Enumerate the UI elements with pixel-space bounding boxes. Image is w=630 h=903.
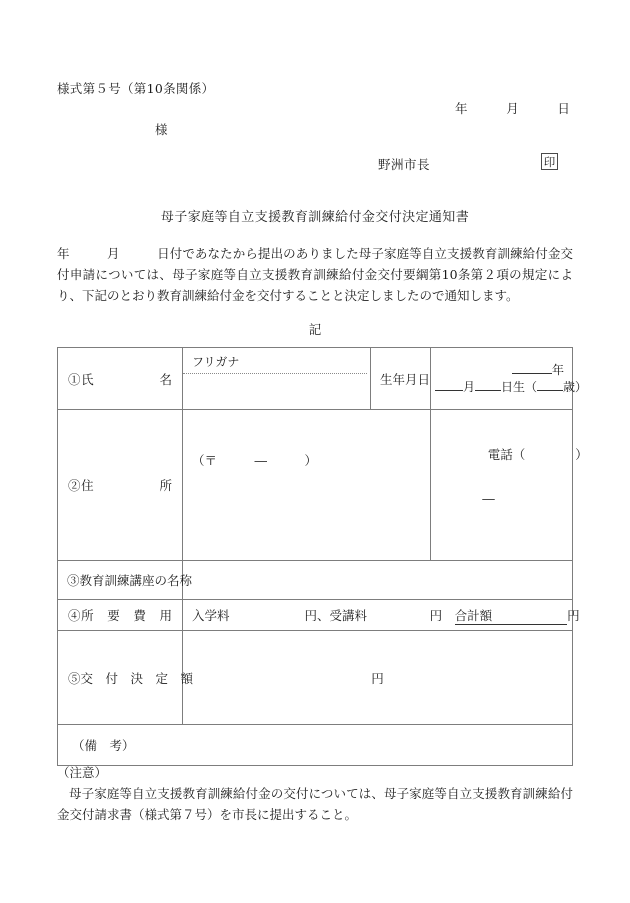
cost-value-cell[interactable] (183, 600, 580, 631)
table-row-remarks (58, 725, 573, 766)
footnotes (57, 762, 573, 825)
total-amount-group[interactable] (455, 608, 568, 625)
cost-label-cell (58, 600, 183, 631)
table-row-address (58, 410, 573, 561)
body-paragraph (57, 243, 573, 306)
telephone-dash: ― (482, 491, 495, 506)
application-detail-table (57, 347, 588, 766)
ki-marker: 記 (308, 322, 322, 337)
dob-month-suffix: 月 (463, 379, 476, 394)
entrance-fee-unit: 円、受講料 (304, 608, 368, 623)
decision-amount-label: ⑤交 付 決 定 額 (68, 670, 194, 686)
dob-year-suffix: 年 (551, 362, 564, 377)
dob-age-blank[interactable] (537, 390, 563, 391)
addressee-honorific: 様 (155, 122, 168, 137)
notes-text: 母子家庭等自立支援教育訓練給付金の交付については、母子家庭等自立支援教育訓練給付金交付請求書（様式第７号）を市長に提出すること。 (57, 786, 573, 822)
dob-age-suffix: 歳） (563, 379, 588, 394)
issuer-name: 野洲市長 (378, 157, 431, 172)
address-value-cell[interactable] (183, 410, 431, 561)
cost-breakdown[interactable] (183, 600, 580, 630)
course-name-value[interactable] (183, 576, 572, 584)
name-label-cell (58, 348, 183, 410)
course-label: ③教育訓練講座の名称 (67, 573, 193, 588)
dob-day-blank[interactable] (475, 390, 501, 391)
table-row-course (58, 561, 573, 600)
name-value-cell[interactable] (183, 348, 371, 410)
issue-date-line: 年 月 日 (455, 101, 571, 116)
table-row-cost (58, 600, 573, 631)
dob-day-suffix: 日生（ (501, 379, 538, 394)
body-date-blank: 年 月 (57, 246, 158, 261)
dob-month-blank[interactable] (435, 390, 463, 391)
name-input-area[interactable] (183, 374, 370, 409)
page-title: 母子家庭等自立支援教育訓練給付金交付決定通知書 (160, 210, 470, 225)
notes-heading: （注意） (57, 765, 108, 780)
remarks-cell[interactable] (58, 725, 573, 766)
dob-year-blank[interactable] (512, 373, 552, 374)
table-row-name (58, 348, 573, 410)
name-label: ①氏 名 (68, 371, 172, 387)
decision-amount-unit[interactable]: 円 (371, 670, 384, 686)
telephone-label: 電話（ ） (487, 447, 588, 462)
dob-label: 生年月日 (380, 371, 431, 387)
dob-value-cell[interactable] (431, 348, 588, 410)
dob-label-cell (371, 348, 431, 410)
table-row-decision-amount (58, 631, 573, 725)
decision-value-cell[interactable] (183, 631, 573, 725)
entrance-fee-label: 入学料 (192, 608, 230, 623)
dob-blanks[interactable] (431, 358, 588, 400)
remarks-label: （備 考） (72, 738, 135, 753)
total-unit: 円 (567, 608, 580, 623)
total-label: 合計額 (454, 608, 493, 623)
course-value-cell[interactable] (183, 561, 573, 600)
form-number: 様式第５号（第10条関係） (57, 81, 215, 96)
body-text: 日付であなたから提出のありました母子家庭等自立支援教育訓練給付金交付申請については、母子家庭等自立支援教育訓練給付金交付要綱第10条第２項の規定により、下記のとおり教育訓練給付金を交付することと決定しましたので通知します。 (57, 246, 573, 303)
furigana-label: フリガナ (183, 348, 367, 374)
address-label-cell (58, 410, 183, 561)
furigana-wrapper (183, 348, 370, 409)
seal-stamp-box: 印 (541, 153, 558, 170)
address-label: ②住 所 (68, 478, 172, 493)
telephone-entry[interactable] (431, 410, 588, 560)
postal-code-line[interactable]: （〒 ― ） (192, 453, 318, 468)
telephone-cell[interactable] (431, 410, 588, 561)
tuition-unit: 円 (429, 608, 443, 623)
cost-label: ④所 要 費 用 (68, 608, 172, 623)
address-input-area[interactable] (183, 469, 430, 524)
decision-label-cell (58, 631, 194, 725)
course-label-cell (58, 561, 193, 600)
